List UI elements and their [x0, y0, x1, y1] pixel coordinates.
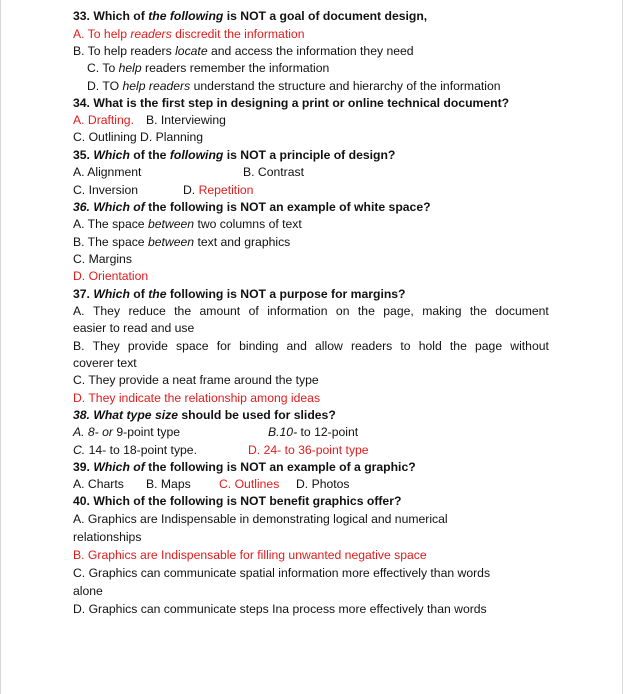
question-37-stem: 37. Which of the following is NOT a purpose for margins?: [73, 287, 406, 301]
justified-word: of: [248, 304, 259, 318]
justified-word: A.: [73, 304, 85, 318]
question-40-option-c-line2: alone: [73, 584, 103, 598]
question-34-stem: 34. What is the first step in designing a print or online technical document?: [73, 96, 510, 110]
justified-word: readers: [350, 339, 393, 353]
question-35-option-c: C. Inversion: [73, 183, 139, 197]
question-34-options-cd: C. Outlining D. Planning: [73, 130, 204, 144]
question-40-option-c-line1: C. Graphics can communicate spatial information more effectively than words: [73, 566, 491, 580]
question-40-option-d: D. Graphics can communicate steps Ina process more effectively than words: [73, 602, 487, 616]
question-37-option-b-line2: coverer text: [73, 356, 137, 370]
justified-word: for: [216, 339, 231, 353]
question-33-option-a: A. To help readers discredit the information: [73, 27, 305, 41]
question-34-option-b: B. Interviewing: [145, 113, 226, 127]
question-33-option-c: C. To help readers remember the information: [87, 61, 330, 75]
justified-word: and: [286, 339, 307, 353]
question-40-stem: 40. Which of the following is NOT benefit graphics offer?: [73, 494, 402, 508]
question-36-option-b: B. The space between text and graphics: [73, 235, 291, 249]
justified-word: B.: [73, 339, 85, 353]
justified-word: hold: [418, 339, 442, 353]
question-38-option-d: D. 24- to 36-point type: [248, 443, 369, 457]
justified-word: page: [475, 339, 503, 353]
question-37-option-a-line1: [73, 303, 549, 319]
justified-word: on: [335, 304, 350, 318]
question-33-option-b: B. To help readers locate and access the information they need: [73, 44, 414, 58]
question-38-stem: 38. What type size should be used for slides?: [73, 408, 336, 422]
justified-word: amount: [199, 304, 241, 318]
justified-word: reduce: [128, 304, 166, 318]
question-36-option-d: D. Orientation: [73, 269, 149, 283]
question-35-stem: 35. Which of the following is NOT a principle of design?: [73, 148, 396, 162]
question-33-option-d: D. TO help readers understand the structure and hierarchy of the information: [87, 79, 501, 93]
justified-word: They: [92, 339, 120, 353]
question-37-option-d: D. They indicate the relationship among ideas: [73, 391, 321, 405]
question-35-option-a: A. Alignment: [73, 165, 142, 179]
justified-word: the: [449, 339, 467, 353]
justified-word: binding: [239, 339, 279, 353]
justified-word: They: [92, 304, 121, 318]
question-38-option-c: C. 14- to 18-point type.: [73, 443, 197, 457]
page-right-edge: [622, 0, 623, 694]
question-39-option-c: C. Outlines: [219, 477, 280, 491]
question-34-options-ab: [73, 112, 226, 128]
question-39-option-b: B. Maps: [146, 477, 191, 491]
question-39-option-a: A. Charts: [73, 477, 124, 491]
question-38-option-b: B.10- to 12-point: [268, 425, 359, 439]
justified-word: space: [176, 339, 209, 353]
question-36-option-c: C. Margins: [73, 252, 132, 266]
justified-word: the: [174, 304, 192, 318]
question-38-option-a: A. 8- or 9-point type: [73, 425, 181, 439]
justified-word: page,: [383, 304, 414, 318]
question-40-option-b: B. Graphics are Indispensable for filling unwanted negative space: [73, 548, 427, 562]
page-left-edge: [0, 0, 1, 694]
question-35-option-b: B. Contrast: [243, 165, 304, 179]
question-34-option-a: A. Drafting.: [73, 113, 134, 127]
question-40-option-a-line1: A. Graphics are Indispensable in demonstrating logical and numerical: [73, 512, 448, 526]
justified-word: to: [400, 339, 411, 353]
question-37-option-a-line2: easier to read and use: [73, 321, 195, 335]
justified-word: making: [422, 304, 462, 318]
justified-word: the: [469, 304, 487, 318]
question-36-option-a: A. The space between two columns of text: [73, 217, 302, 231]
question-37-option-c: C. They provide a neat frame around the type: [73, 373, 319, 387]
justified-word: without: [510, 339, 549, 353]
question-37-option-b-line1: [73, 338, 549, 354]
justified-word: allow: [315, 339, 343, 353]
justified-word: document: [495, 304, 549, 318]
question-35-option-d: D. Repetition: [183, 183, 254, 197]
question-40-option-a-line2: relationships: [73, 530, 142, 544]
justified-word: provide: [127, 339, 168, 353]
question-33-stem: 33. Which of the following is NOT a goal of document design,: [73, 9, 428, 23]
question-39-option-d: D. Photos: [296, 477, 350, 491]
question-39-stem: 39. Which of the following is NOT an example of a graphic?: [73, 460, 416, 474]
question-36-stem: 36. Which of the following is NOT an example of white space?: [73, 200, 431, 214]
justified-word: the: [357, 304, 375, 318]
justified-word: information: [267, 304, 328, 318]
